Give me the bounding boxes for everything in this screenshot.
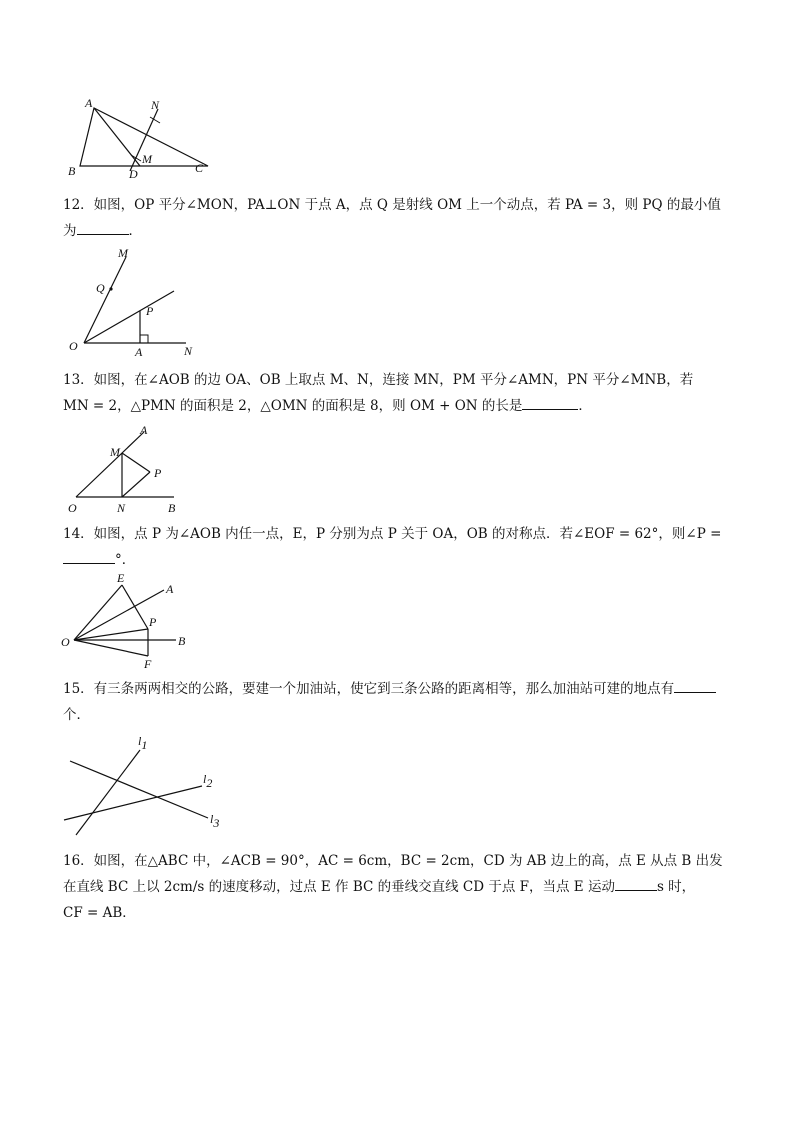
segment-np [122, 472, 150, 497]
question-13-line2-suffix: ． [578, 398, 592, 414]
question-13-line1: 13．如图，在∠AOB 的边 OA、OB 上取点 M、N，连接 MN，PM 平分∠AMN，PN 平分∠MNB，若 [63, 372, 694, 388]
line-l2 [64, 786, 202, 820]
point-q [109, 287, 112, 290]
label-p: P [154, 466, 162, 480]
question-12-text [63, 192, 733, 244]
question-16-text [63, 848, 733, 926]
label-n: N [151, 98, 160, 112]
question-16-line2-prefix: 在直线 BC 上以 2cm/s 的速度移动，过点 E 作 BC 的垂线交直线 CD 于点 F，当点 E 运动 [63, 879, 615, 895]
question-16-line3: CF = AB． [63, 905, 136, 921]
label-l1: l1 [138, 734, 148, 752]
figure-q11 [60, 95, 220, 185]
label-l2: l2 [203, 772, 213, 790]
answer-blank[interactable] [522, 395, 578, 410]
right-angle-mark [140, 335, 148, 343]
label-l3: l3 [210, 812, 220, 830]
label-c: C [195, 161, 204, 175]
figure-q11-svg [60, 95, 220, 185]
figure-q13 [64, 422, 194, 517]
answer-blank[interactable] [615, 876, 657, 891]
question-14-line1: 14．如图，点 P 为∠AOB 内任一点，E，P 分别为点 P 关于 OA，OB 的对称点．若∠EOF = 62°，则∠P = [63, 526, 722, 542]
question-16-line1: 16．如图，在△ABC 中，∠ACB = 90°，AC = 6cm，BC = 2cm，CD 为 AB 边上的高，点 E 从点 B 出发 [63, 853, 723, 869]
question-15-line2: 个． [63, 707, 90, 723]
segment-mp [122, 453, 150, 472]
question-15-line1-prefix: 15．有三条两两相交的公路，要建一个加油站，使它到三条公路的距离相等，那么加油站可建的地点有 [63, 681, 675, 697]
label-m: M [142, 152, 152, 166]
answer-blank[interactable] [674, 678, 716, 693]
answer-blank[interactable] [63, 549, 115, 564]
answer-blank[interactable] [77, 220, 129, 235]
question-14-line2-suffix: °． [115, 552, 136, 568]
segment-of [74, 640, 148, 656]
figure-q12 [64, 245, 204, 360]
label-o: O [69, 339, 78, 353]
figure-q14 [60, 570, 200, 670]
segment-ep [122, 585, 148, 629]
label-a: A [166, 582, 174, 596]
figure-q14-svg [60, 570, 200, 670]
label-b: B [168, 501, 176, 515]
label-m: M [118, 246, 128, 260]
ray-op [84, 291, 174, 343]
label-q: Q [96, 281, 105, 295]
question-12-line2-suffix: ． [128, 223, 142, 239]
segment-ad [94, 108, 140, 166]
label-f: F [144, 657, 152, 671]
label-n: N [117, 501, 126, 515]
segment-oe [74, 585, 122, 640]
figure-q13-svg [64, 422, 194, 517]
figure-q15-svg [60, 733, 230, 843]
label-o: O [68, 501, 77, 515]
label-a: A [135, 345, 143, 359]
label-b: B [178, 634, 186, 648]
label-o: O [61, 635, 70, 649]
question-15-text [63, 676, 733, 728]
label-b: B [68, 164, 76, 178]
label-p: P [146, 304, 154, 318]
label-n: N [184, 344, 193, 358]
label-p: P [149, 615, 157, 629]
ray-om [84, 257, 126, 343]
question-14-text [63, 521, 733, 573]
label-a: A [140, 423, 148, 437]
figure-q12-svg [64, 245, 204, 360]
label-a: A [85, 96, 93, 110]
label-m: M [110, 445, 120, 459]
question-16-line2-suffix: s 时， [656, 879, 696, 895]
question-12-line1: 12．如图，OP 平分∠MON，PA⊥ON 于点 A，点 Q 是射线 OM 上一个动点，若 PA = 3，则 PQ 的最小值 [63, 197, 721, 213]
figure-q15 [60, 733, 230, 843]
question-13-text [63, 367, 733, 419]
line-l1 [76, 750, 140, 835]
label-e: E [117, 571, 125, 585]
question-13-line2-prefix: MN = 2，△PMN 的面积是 2，△OMN 的面积是 8，则 OM + ON 的长是 [63, 398, 523, 414]
question-12-line2-prefix: 为 [63, 223, 77, 239]
label-d: D [129, 167, 138, 181]
